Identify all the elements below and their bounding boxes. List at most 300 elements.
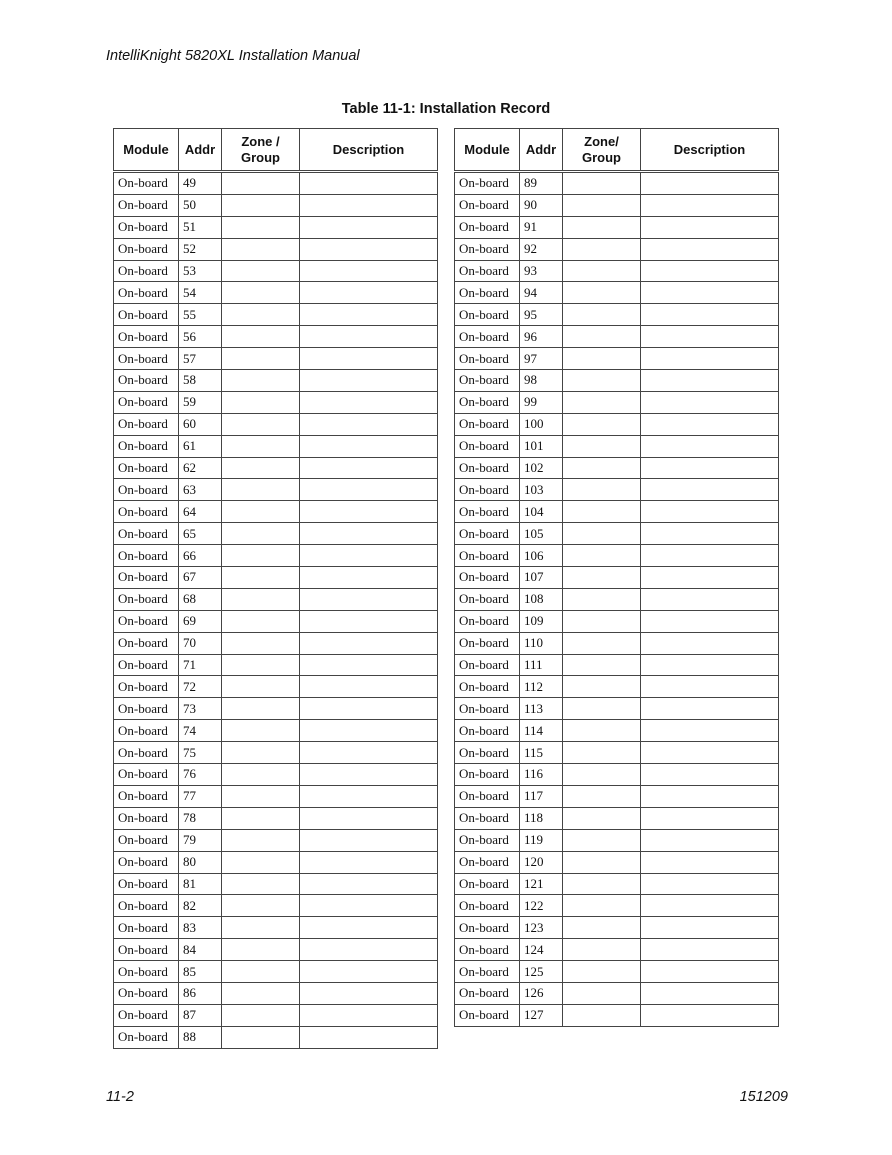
description-cell[interactable] [641,260,779,282]
table-row [455,567,779,589]
description-cell[interactable] [300,785,438,807]
zone-header-line2: Group [241,149,280,165]
description-cell[interactable] [641,172,779,195]
module-cell: On-board [114,282,179,304]
description-cell[interactable] [300,194,438,216]
module-cell: On-board [455,172,520,195]
zone-group-cell[interactable] [563,939,641,961]
zone-group-cell[interactable] [222,676,300,698]
description-cell[interactable] [300,523,438,545]
zone-group-cell[interactable] [222,326,300,348]
zone-group-cell[interactable] [222,742,300,764]
table-row [114,391,438,413]
table-row [114,764,438,786]
zone-group-cell[interactable] [222,238,300,260]
zone-group-cell[interactable] [563,479,641,501]
table-row [114,1004,438,1026]
description-cell[interactable] [300,873,438,895]
description-cell[interactable] [300,172,438,195]
description-cell[interactable] [641,764,779,786]
addr-cell: 52 [179,238,222,260]
table-row [114,982,438,1004]
zone-group-cell[interactable] [563,588,641,610]
description-cell[interactable] [300,1004,438,1026]
zone-group-cell[interactable] [222,764,300,786]
addr-cell: 104 [520,501,563,523]
table-row [114,216,438,238]
table-row [114,720,438,742]
description-cell[interactable] [641,961,779,983]
module-cell: On-board [455,632,520,654]
zone-group-cell[interactable] [563,742,641,764]
zone-group-cell[interactable] [222,260,300,282]
description-cell[interactable] [641,917,779,939]
module-cell: On-board [455,764,520,786]
addr-cell: 51 [179,216,222,238]
addr-cell: 126 [520,982,563,1004]
table-row [114,172,438,195]
table-row [455,326,779,348]
zone-group-cell[interactable] [222,982,300,1004]
addr-cell: 110 [520,632,563,654]
table-row [114,260,438,282]
description-cell[interactable] [300,479,438,501]
addr-cell: 115 [520,742,563,764]
description-cell[interactable] [641,216,779,238]
zone-group-cell[interactable] [563,391,641,413]
zone-group-cell[interactable] [563,632,641,654]
addr-cell: 81 [179,873,222,895]
description-cell[interactable] [641,895,779,917]
description-cell[interactable] [641,588,779,610]
zone-group-cell[interactable] [563,501,641,523]
table-row [114,326,438,348]
table-row [455,479,779,501]
table-row [455,785,779,807]
addr-cell: 55 [179,304,222,326]
module-cell: On-board [114,194,179,216]
zone-group-cell[interactable] [222,1004,300,1026]
module-cell: On-board [455,413,520,435]
zone-group-cell[interactable] [222,895,300,917]
module-cell: On-board [455,545,520,567]
table-row [455,216,779,238]
zone-group-cell[interactable] [222,567,300,589]
zone-group-cell[interactable] [563,676,641,698]
description-cell[interactable] [641,873,779,895]
description-cell[interactable] [300,326,438,348]
description-cell[interactable] [641,501,779,523]
description-cell[interactable] [300,982,438,1004]
table-row [455,545,779,567]
zone-group-cell[interactable] [222,961,300,983]
zone-group-cell[interactable] [563,829,641,851]
module-cell: On-board [455,785,520,807]
zone-group-cell[interactable] [222,654,300,676]
addr-cell: 120 [520,851,563,873]
zone-group-cell[interactable] [222,282,300,304]
addr-cell: 122 [520,895,563,917]
module-cell: On-board [114,917,179,939]
column-header-addr: Addr [520,129,563,172]
addr-cell: 111 [520,654,563,676]
module-cell: On-board [455,720,520,742]
zone-group-cell[interactable] [563,413,641,435]
description-cell[interactable] [641,851,779,873]
table-row [114,435,438,457]
table-row [455,194,779,216]
module-cell: On-board [114,632,179,654]
addr-cell: 93 [520,260,563,282]
table-row [114,917,438,939]
addr-cell: 103 [520,479,563,501]
zone-group-cell[interactable] [563,545,641,567]
description-cell[interactable] [300,676,438,698]
description-cell[interactable] [300,807,438,829]
zone-group-cell[interactable] [222,479,300,501]
table-row [455,523,779,545]
zone-group-cell[interactable] [222,216,300,238]
zone-group-cell[interactable] [222,851,300,873]
description-cell[interactable] [641,194,779,216]
zone-group-cell[interactable] [563,172,641,195]
module-cell: On-board [455,829,520,851]
description-cell[interactable] [641,435,779,457]
module-cell: On-board [455,895,520,917]
description-cell[interactable] [300,501,438,523]
description-cell[interactable] [300,348,438,370]
addr-cell: 75 [179,742,222,764]
description-cell[interactable] [641,939,779,961]
addr-cell: 89 [520,172,563,195]
description-cell[interactable] [641,304,779,326]
addr-cell: 67 [179,567,222,589]
module-cell: On-board [114,1004,179,1026]
description-cell[interactable] [300,764,438,786]
addr-cell: 49 [179,172,222,195]
zone-group-cell[interactable] [222,720,300,742]
zone-group-cell[interactable] [563,895,641,917]
addr-cell: 63 [179,479,222,501]
description-cell[interactable] [641,610,779,632]
table-row [114,654,438,676]
zone-group-cell[interactable] [222,172,300,195]
module-cell: On-board [114,851,179,873]
zone-header-line1: Zone / [241,133,280,149]
zone-group-cell[interactable] [222,698,300,720]
description-cell[interactable] [641,545,779,567]
addr-cell: 80 [179,851,222,873]
module-cell: On-board [114,413,179,435]
zone-group-cell[interactable] [563,567,641,589]
zone-group-cell[interactable] [563,961,641,983]
zone-header-line2: Group [582,149,621,165]
description-cell[interactable] [641,982,779,1004]
addr-cell: 125 [520,961,563,983]
description-cell[interactable] [300,238,438,260]
description-cell[interactable] [641,654,779,676]
table-row [455,917,779,939]
description-cell[interactable] [300,391,438,413]
zone-group-cell[interactable] [563,785,641,807]
addr-cell: 95 [520,304,563,326]
module-cell: On-board [455,1004,520,1026]
module-cell: On-board [455,982,520,1004]
module-cell: On-board [114,348,179,370]
module-cell: On-board [114,457,179,479]
installation-record-table-left [113,128,438,1049]
zone-group-cell[interactable] [563,457,641,479]
description-cell[interactable] [300,961,438,983]
module-cell: On-board [114,982,179,1004]
module-cell: On-board [455,610,520,632]
addr-cell: 65 [179,523,222,545]
zone-group-cell[interactable] [563,851,641,873]
zone-group-cell[interactable] [222,785,300,807]
zone-group-cell[interactable] [222,194,300,216]
description-cell[interactable] [641,632,779,654]
table-row [455,632,779,654]
addr-cell: 127 [520,1004,563,1026]
description-cell[interactable] [641,720,779,742]
installation-record-table-right [454,128,779,1027]
description-cell[interactable] [300,567,438,589]
table-row [455,282,779,304]
module-cell: On-board [455,348,520,370]
table-row [114,698,438,720]
module-cell: On-board [455,654,520,676]
module-cell: On-board [114,216,179,238]
zone-group-cell[interactable] [222,501,300,523]
zone-group-cell[interactable] [222,391,300,413]
table-row [114,348,438,370]
description-cell[interactable] [641,370,779,392]
zone-group-cell[interactable] [563,917,641,939]
table-row [114,413,438,435]
description-cell[interactable] [300,435,438,457]
description-cell[interactable] [641,413,779,435]
module-cell: On-board [114,260,179,282]
table-row [114,304,438,326]
table-row [114,1026,438,1048]
addr-cell: 96 [520,326,563,348]
table-row [114,961,438,983]
addr-cell: 66 [179,545,222,567]
zone-group-cell[interactable] [563,348,641,370]
column-header-description: Description [300,129,438,172]
description-cell[interactable] [641,238,779,260]
module-cell: On-board [114,567,179,589]
table-row [114,282,438,304]
module-cell: On-board [114,720,179,742]
zone-group-cell[interactable] [563,523,641,545]
zone-group-cell[interactable] [563,216,641,238]
description-cell[interactable] [641,567,779,589]
table-row [114,610,438,632]
description-cell[interactable] [641,391,779,413]
addr-cell: 85 [179,961,222,983]
description-cell[interactable] [300,260,438,282]
addr-cell: 118 [520,807,563,829]
zone-group-cell[interactable] [563,260,641,282]
description-cell[interactable] [300,829,438,851]
description-cell[interactable] [300,742,438,764]
addr-cell: 113 [520,698,563,720]
description-cell[interactable] [641,785,779,807]
module-cell: On-board [114,698,179,720]
module-cell: On-board [114,676,179,698]
table-row [455,1004,779,1026]
description-cell[interactable] [300,370,438,392]
module-cell: On-board [114,370,179,392]
module-cell: On-board [455,807,520,829]
addr-cell: 53 [179,260,222,282]
zone-group-cell[interactable] [222,632,300,654]
description-cell[interactable] [641,698,779,720]
description-cell[interactable] [300,216,438,238]
zone-group-cell[interactable] [563,370,641,392]
module-cell: On-board [114,873,179,895]
zone-group-cell[interactable] [563,610,641,632]
zone-group-cell[interactable] [563,654,641,676]
zone-group-cell[interactable] [563,304,641,326]
zone-group-cell[interactable] [563,873,641,895]
column-header-zone-group [222,129,300,172]
zone-group-cell[interactable] [222,413,300,435]
description-cell[interactable] [641,676,779,698]
zone-group-cell[interactable] [222,939,300,961]
description-cell[interactable] [300,1026,438,1048]
table-row [455,939,779,961]
zone-group-cell[interactable] [563,764,641,786]
zone-group-cell[interactable] [222,829,300,851]
description-cell[interactable] [300,588,438,610]
table-row [455,260,779,282]
zone-group-cell[interactable] [222,1026,300,1048]
zone-group-cell[interactable] [222,457,300,479]
column-header-description: Description [641,129,779,172]
table-row [455,720,779,742]
description-cell[interactable] [641,807,779,829]
zone-group-cell[interactable] [222,370,300,392]
addr-cell: 61 [179,435,222,457]
description-cell[interactable] [300,917,438,939]
addr-cell: 106 [520,545,563,567]
description-cell[interactable] [300,895,438,917]
description-cell[interactable] [641,348,779,370]
zone-group-cell[interactable] [222,588,300,610]
addr-cell: 79 [179,829,222,851]
page-header-title: IntelliKnight 5820XL Installation Manual [106,48,360,64]
table-row [114,567,438,589]
module-cell: On-board [455,961,520,983]
module-cell: On-board [114,807,179,829]
description-cell[interactable] [300,282,438,304]
table-row [455,676,779,698]
module-cell: On-board [114,742,179,764]
addr-cell: 108 [520,588,563,610]
addr-cell: 72 [179,676,222,698]
module-cell: On-board [114,479,179,501]
zone-group-cell[interactable] [563,194,641,216]
description-cell[interactable] [300,457,438,479]
description-cell[interactable] [300,698,438,720]
table-row [455,435,779,457]
zone-group-cell[interactable] [222,304,300,326]
table-row [114,632,438,654]
description-cell[interactable] [300,610,438,632]
description-cell[interactable] [641,326,779,348]
description-cell[interactable] [300,413,438,435]
description-cell[interactable] [641,829,779,851]
zone-group-cell[interactable] [563,282,641,304]
zone-group-cell[interactable] [222,435,300,457]
addr-cell: 121 [520,873,563,895]
zone-group-cell[interactable] [222,545,300,567]
table-row [455,172,779,195]
zone-group-cell[interactable] [563,807,641,829]
module-cell: On-board [455,873,520,895]
zone-group-cell[interactable] [222,348,300,370]
module-cell: On-board [114,785,179,807]
zone-group-cell[interactable] [222,873,300,895]
zone-group-cell[interactable] [563,698,641,720]
description-cell[interactable] [641,742,779,764]
description-cell[interactable] [641,479,779,501]
description-cell[interactable] [300,304,438,326]
description-cell[interactable] [300,545,438,567]
description-cell[interactable] [641,282,779,304]
module-cell: On-board [114,172,179,195]
description-cell[interactable] [300,939,438,961]
table-row [114,676,438,698]
zone-group-cell[interactable] [563,326,641,348]
zone-group-cell[interactable] [563,720,641,742]
description-cell[interactable] [300,720,438,742]
addr-cell: 84 [179,939,222,961]
zone-group-cell[interactable] [563,238,641,260]
zone-group-cell[interactable] [222,807,300,829]
addr-cell: 90 [520,194,563,216]
module-cell: On-board [455,238,520,260]
zone-group-cell[interactable] [222,610,300,632]
zone-group-cell[interactable] [222,917,300,939]
module-cell: On-board [455,742,520,764]
column-header-zone-group [563,129,641,172]
addr-cell: 92 [520,238,563,260]
addr-cell: 59 [179,391,222,413]
zone-group-cell[interactable] [563,1004,641,1026]
zone-group-cell[interactable] [563,982,641,1004]
table-row [114,829,438,851]
description-cell[interactable] [641,523,779,545]
description-cell[interactable] [300,851,438,873]
table-row [114,742,438,764]
table-row [455,895,779,917]
table-row [114,851,438,873]
table-row [455,829,779,851]
addr-cell: 100 [520,413,563,435]
module-cell: On-board [455,370,520,392]
description-cell[interactable] [641,1004,779,1026]
table-row [455,742,779,764]
description-cell[interactable] [300,654,438,676]
table-row [455,654,779,676]
description-cell[interactable] [300,632,438,654]
zone-group-cell[interactable] [563,435,641,457]
zone-group-cell[interactable] [222,523,300,545]
description-cell[interactable] [641,457,779,479]
